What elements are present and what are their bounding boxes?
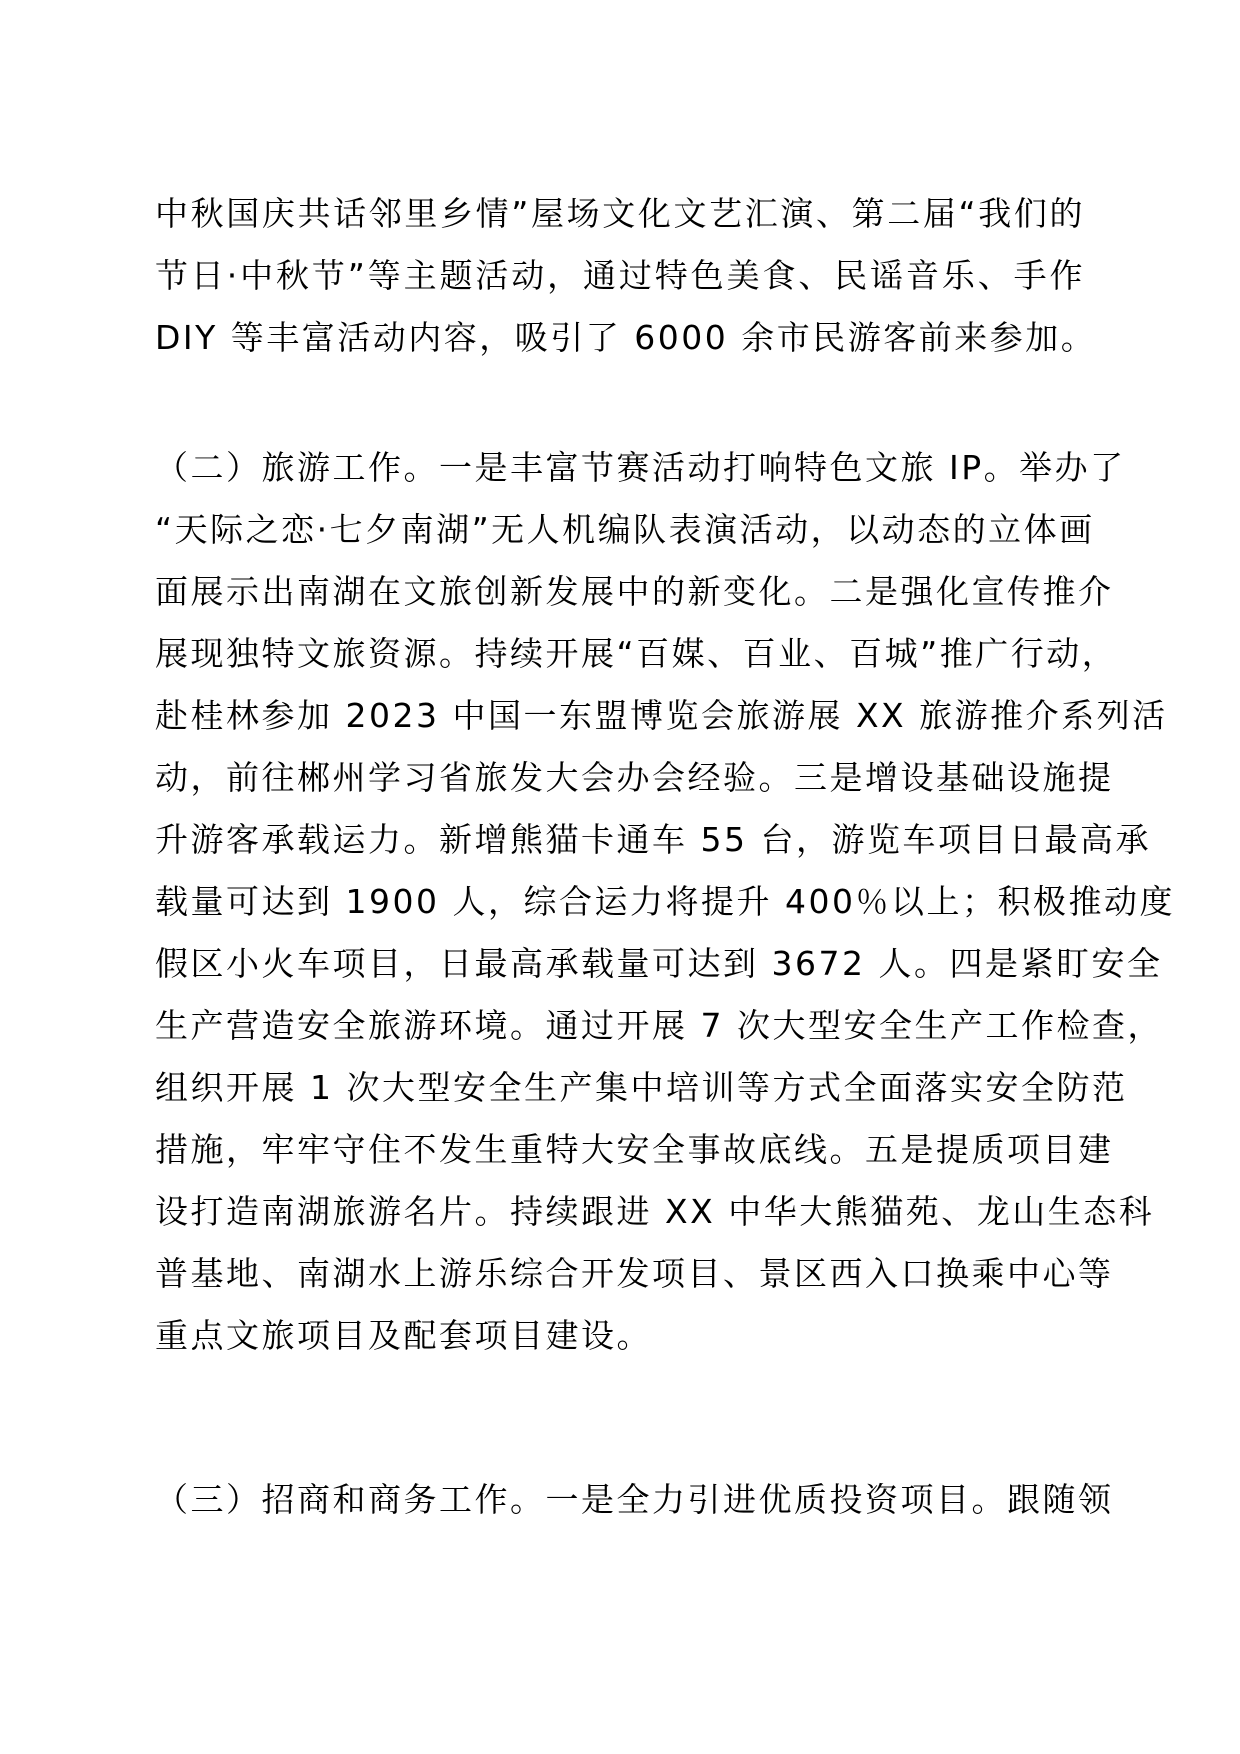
text-line: 生产营造安全旅游环境。通过开展 7 次大型安全生产工作检查， [155, 1006, 1163, 1045]
text-line: 面展示出南湖在文旅创新发展中的新变化。二是强化宣传推介 [155, 572, 1114, 611]
text-line: 组织开展 1 次大型安全生产集中培训等方式全面落实安全防范 [155, 1068, 1128, 1107]
text-line: 中秋国庆共话邻里乡情”屋场文化文艺汇演、第二届“我们的 [155, 194, 1085, 233]
text-line: 假区小火车项目，日最高承载量可达到 3672 人。四是紧盯安全 [155, 944, 1163, 983]
text-line: 载量可达到 1900 人，综合运力将提升 400％以上；积极推动度 [155, 882, 1175, 921]
text-line: DIY 等丰富活动内容，吸引了 6000 余市民游客前来参加。 [155, 318, 1097, 357]
text-line: 节日·中秋节”等主题活动，通过特色美食、民谣音乐、手作 [155, 256, 1085, 295]
text-line: 设打造南湖旅游名片。持续跟进 XX 中华大熊猫苑、龙山生态科 [155, 1192, 1155, 1231]
text-line: “天际之恋·七夕南湖”无人机编队表演活动，以动态的立体画 [155, 510, 1095, 549]
text-line: 动，前往郴州学习省旅发大会办会经验。三是增设基础设施提 [155, 758, 1114, 797]
text-line: 升游客承载运力。新增熊猫卡通车 55 台，游览车项目日最高承 [155, 820, 1151, 859]
text-line: （三）招商和商务工作。一是全力引进优质投资项目。跟随领 [155, 1480, 1114, 1519]
text-line: （二）旅游工作。一是丰富节赛活动打响特色文旅 IP。举办了 [155, 448, 1126, 487]
text-line: 展现独特文旅资源。持续开展“百媒、百业、百城”推广行动， [155, 634, 1118, 673]
text-line: 普基地、南湖水上游乐综合开发项目、景区西入口换乘中心等 [155, 1254, 1114, 1293]
text-line: 重点文旅项目及配套项目建设。 [155, 1316, 652, 1355]
paragraph-tourism-work [155, 437, 1175, 1367]
paragraph-investment-commerce [155, 1469, 1114, 1531]
text-line: 措施，牢牢守住不发生重特大安全事故底线。五是提质项目建 [155, 1130, 1114, 1169]
text-line: 赴桂林参加 2023 中国一东盟博览会旅游展 XX 旅游推介系列活 [155, 696, 1168, 735]
paragraph-festival-activities [155, 183, 1097, 369]
